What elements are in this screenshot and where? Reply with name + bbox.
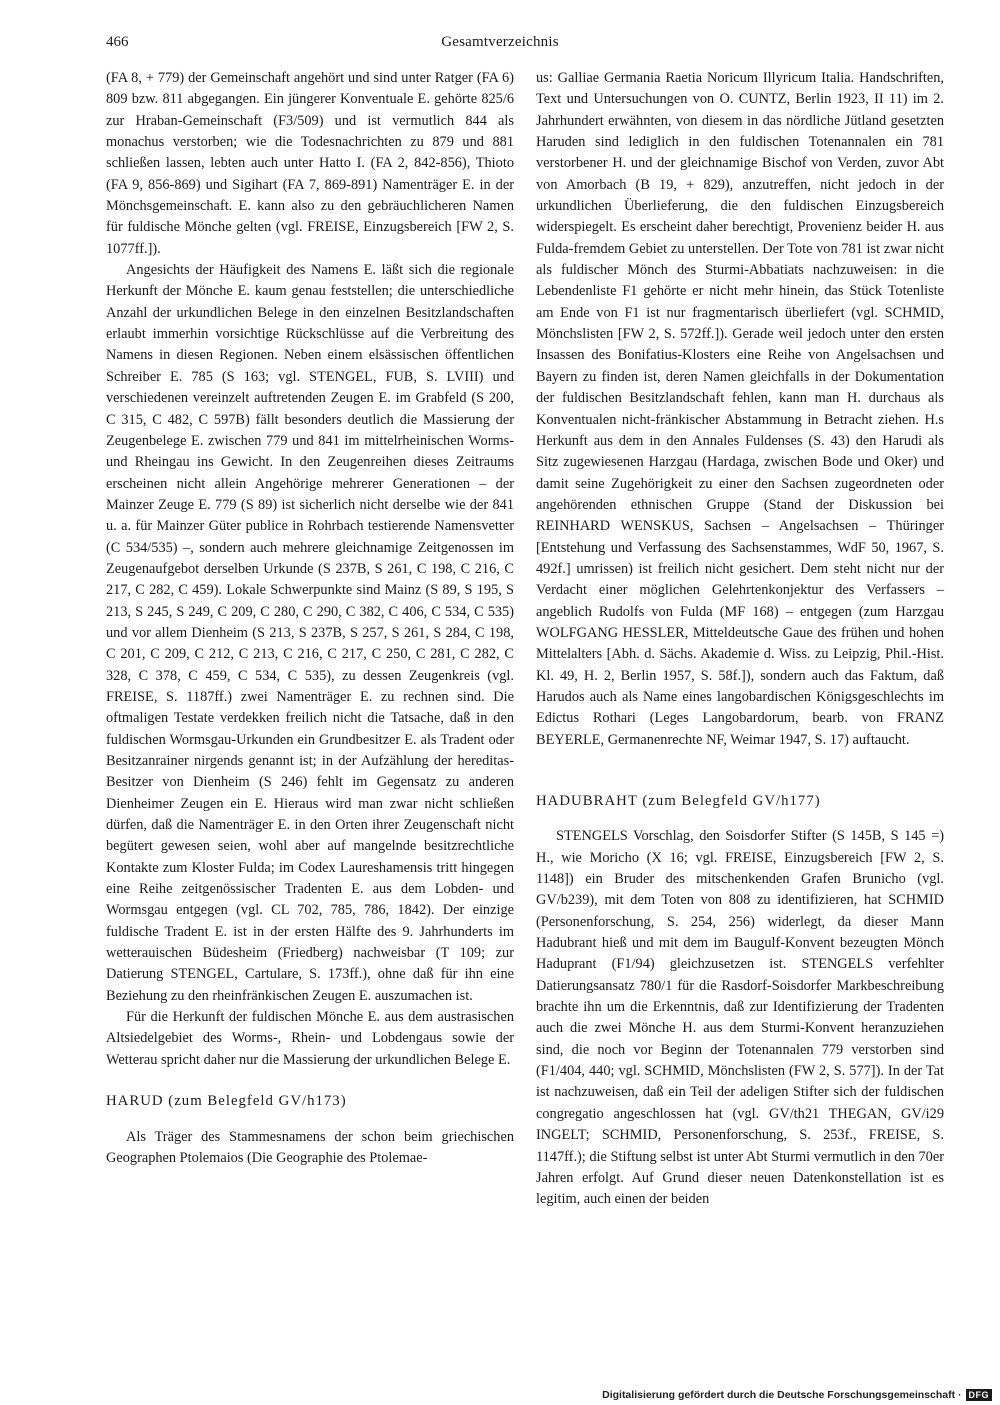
page-number: 466 bbox=[106, 34, 129, 50]
dfg-logo-icon: DFG bbox=[966, 1389, 993, 1401]
paragraph: Als Träger des Stammesnamens der schon beim griechischen Geographen Ptolemaios (Die Geographie des Ptolemae- bbox=[106, 1128, 514, 1166]
paragraph: STENGELS Vorschlag, den Soisdorfer Stifter (S 145B, S 145 =) H., wie Moricho (X 16; vgl. FREISE, Einzugsbereich [FW 2, S. 1148]) ein Bruder des mitschenkenden Grafen Brunicho (vgl. GV/b239), mit dem Toten von 808 zu identifizieren, hat SCHMID (Personenforschung, S. 254, 256) widerlegt, da dieser Mann Hadubrant hieß und mit dem im Baugulf-Konvent bezeugten Mönch Haduprant (F1/94) gleichzusetzen ist. STENGELS verfehlter Datierungsansatz 780/1 für die Rasdorf-Soisdorfer Markbeschreibung brachte ihn um die Erkenntnis, daß zur Identifizierung der Tradenten auch die zwei Mönche H. aus dem Sturmi-Konvent heranzuziehen sind, die noch vor Beginn der Totenannalen 779 verstorben sind (F1/404, 440; vgl. SCHMID, Mönchslisten (FW 2, S. 577]). In der Tat ist nachzuweisen, daß ein Teil der adeligen Stifter sich der fuldischen congregatio angeschlossen hat (vgl. GV/th21 THEGAN, GV/i29 INGELT; SCHMID, Personenforschung, S. 253f., FREISE, S. 1147ff.); die Stiftung selbst ist unter Abt Sturmi vermutlich in den 70er Jahren erfolgt. Auf Grund dieser neuen Datenkonstellation ist es legitim, auch einen der beiden bbox=[536, 828, 944, 1208]
paragraph: us: Galliae Germania Raetia Noricum Illyricum Italia. Handschriften, Text und Untersuchungen von O. CUNTZ, Berlin 1923, II 11) im 2. Jahrhundert erwähnten, von diesem in das nördliche Jütland gesetzten Haruden sind lediglich in den fuldischen Totenannalen ein 781 verstorbener H. und der gleichnamige Bischof von Verden, zuvor Abt von Amorbach (B 19, + 829), anzutreffen, nicht jedoch in der urkundlichen Überlieferung, die den fuldischen Einzugsbereich widerspiegelt. Es erscheint daher berechtigt, Provenienz beider H. aus Fulda-fremdem Gebiet zu unterstellen. Der Tote von 781 ist zwar nicht als fuldischer Mönch des Sturmi-Abbatiats nachzuweisen: in die Lebendenliste F1 gehörte er nicht mehr hinein, das Stück Totenliste am Ende von F1 ist nur fragmentarisch überliefert (vgl. SCHMID, Mönchslisten [FW 2, S. 572ff.]). Gerade weil jedoch unter den ersten Insassen des Bonifatius-Klosters eine Reihe von Angelsachsen und Bayern zu finden ist, deren Namen gleichfalls in der Dokumentation der fuldischen Besitzlandschaft fehlen, kann man H. durchaus als Konventualen nicht-fränkischer Abstammung in Betracht ziehen. H.s Herkunft aus dem in den Annales Fuldenses (S. 43) den Harudi als Sitz zugewiesenen Harzgau (Hardaga, zwischen Bode und Oker) und damit seine Zugehörigkeit zu einer den Sachsen zugeordneten oder angehörenden ethnischen Gruppe (Stand der Diskussion bei REINHARD WENSKUS, Sachsen – Angelsachsen – Thüringer [Entstehung und Verfassung des Sachsenstammes, WdF 50, 1967, S. 492f.] umrissen) ist freilich nicht gesichert. Dem steht nicht nur der Verdacht einer möglichen Gelehrtenkonjektur des Verfassers – angeblich Rudolfs von Fulda (MF 168) – entgegen (zum Harzgau WOLFGANG HESSLER, Mitteldeutsche Gaue des frühen und hohen Mittelalters [Abh. d. Sächs. Akademie d. Wiss. zu Leipzig, Phil.-Hist. Kl. 49, H. 2, Berlin 1957, S. 58f.]), sondern auch das Faktum, daß Harudos auch als Name eines langobardischen Königsgeschlechts im Edictus Rothari (Leges Langobardorum, bearb. von FRANZ BEYERLE, Germanenrechte NF, Weimar 1947, S. 17) auftaucht. bbox=[536, 70, 944, 748]
footer-text: Digitalisierung gefördert durch die Deutsche Forschungsgemeinschaft · bbox=[602, 1389, 962, 1401]
paragraph: Für die Herkunft der fuldischen Mönche E. aus dem austrasischen Altsiedelgebiet des Worms-, Rhein- und Lobdengaus sowie der Wetterau spricht daher nur die Massierung der urkundlichen Belege E. bbox=[106, 1009, 514, 1068]
section-heading-harud: HARUD (zum Belegfeld GV/h173) bbox=[106, 1093, 347, 1110]
footer bbox=[602, 1389, 992, 1401]
left-column bbox=[106, 68, 514, 1169]
running-head: Gesamtverzeichnis bbox=[441, 34, 559, 50]
paragraph: Angesichts der Häufigkeit des Namens E. läßt sich die regionale Herkunft der Mönche E. kaum genau feststellen; die unterschiedliche Anzahl der urkundlichen Belege in den einzelnen Besitzlandschaften erlaubt immerhin vorsichtige Rückschlüsse auf die Verbreitung des Namens in diesen Regionen. Neben einem elsässischen öffentlichen Schreiber E. 785 (S 163; vgl. STENGEL, FUB, S. LVIII) und verschiedenen vereinzelt auftretenden Zeugen E. im Grabfeld (S 200, C 315, C 482, C 597B) fällt besonders deutlich die Massierung der Zeugenbelege E. zwischen 779 und 841 im mittelrheinischen Worms- und Rheingau ins Gewicht. In den Zeugenreihen dieses Zeitraums erscheinen nicht allein Angehörige mehrerer Generationen – der Mainzer Zeuge E. 779 (S 89) ist sicherlich nicht derselbe wie der 841 u. a. für Mainzer Güter publice in Rohrbach testierende Namensvetter (C 534/535) –, sondern auch mehrere gleichnamige Zeitgenossen im Zeugenaufgebot derselben Urkunde (S 237B, S 261, C 198, C 216, C 217, C 282, C 459). Lokale Schwerpunkte sind Mainz (S 89, S 195, S 213, S 245, S 249, C 209, C 280, C 290, C 382, C 406, C 534, C 535) und vor allem Dienheim (S 213, S 237B, S 257, S 261, S 284, C 198, C 201, C 209, C 212, C 213, C 216, C 217, C 250, C 281, C 282, C 328, C 378, C 459, C 534, C 535), zu dessen Zeugenkreis (vgl. FREISE, S. 1187ff.) zwei Namenträger E. zu rechnen sind. Die oftmaligen Testate verdekken freilich nicht die Tatsache, daß in den fuldischen Wormsgau-Urkunden ein Grundbesitzer E. als Tradent oder Besitzanrainer nirgends genannt ist; in der Aufzählung der hereditas-Besitzer von Dienheim (S 246) fehlt im Gegensatz zu anderen Dienheimer Zeugen ein E. Hieraus wird man zwar nicht schließen dürfen, daß die Namenträger E. in den Orten ihrer Zeugenschaft nicht begütert gewesen seien, wohl aber auf mangelnde besitzrechtliche Kontakte zum Kloster Fulda; im Codex Laureshamensis tritt hingegen eine Reihe zeitgenössischer Tradenten E. aus dem Lobden- und Wormsgau entgegen (vgl. CL 702, 785, 786, 1842). Der einzige fuldische Tradent E. ist in der ersten Hälfte des 9. Jahrhunderts im wetterauischen Büdesheim (Friedberg) nachweisbar (T 109; zur Datierung STENGEL, Cartulare, S. 173ff.), ohne daß für ihn eine Beziehung zu den rheinfränkischen Zeugen E. auszumachen ist. bbox=[106, 262, 514, 1004]
right-column bbox=[536, 68, 944, 1211]
paragraph: (FA 8, + 779) der Gemeinschaft angehört und sind unter Ratger (FA 6) 809 bzw. 811 abgegangen. Ein jüngerer Konventuale E. gehörte 825/6 zur Hraban-Gemeinschaft (F3/509) und ist vermutlich 844 als monachus verstorben; wie die Todesnachrichten zu 879 und 881 schließen lassen, lebten auch unter Hatto I. (FA 2, 842-856), Thioto (FA 9, 856-869) und Sigihart (FA 7, 869-891) Namenträger E. in der Mönchsgemeinschaft. E. kann also zu den gebräuchlicheren Namen für fuldische Mönche gelten (vgl. FREISE, Einzugsbereich [FW 2, S. 1077ff.]). bbox=[106, 70, 514, 257]
section-heading-hadubraht: HADUBRAHT (zum Belegfeld GV/h177) bbox=[536, 793, 821, 809]
